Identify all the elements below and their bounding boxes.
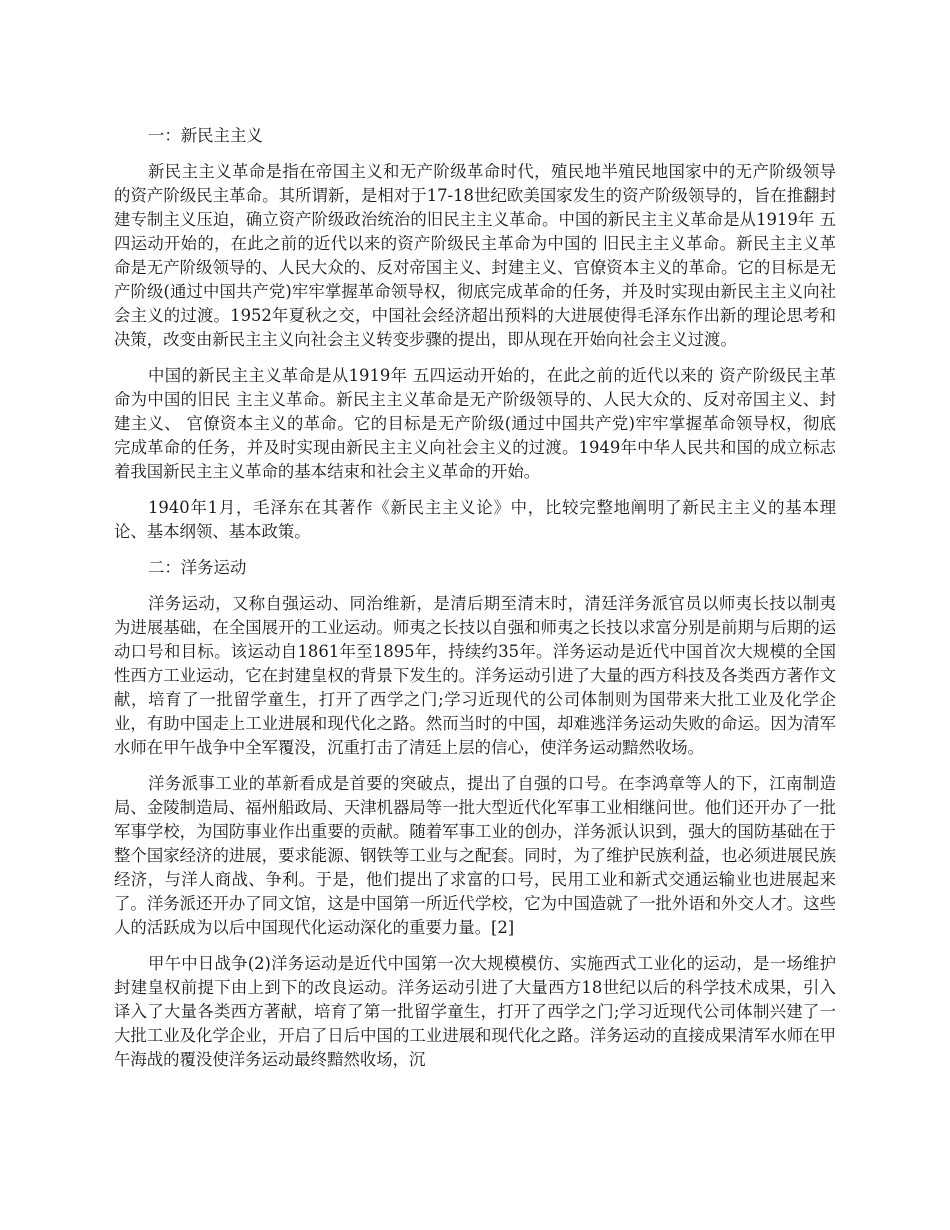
paragraph: 中国的新民主主义革命是从1919年 五四运动开始的，在此之前的近代以来的 资产阶级民主革命为中国的旧民 主主义革命。新民主主义革命是无产阶级领导的、人民大众的、反对帝国主义、封建主义、 官僚资本主义的革命。它的目标是无产阶级(通过中国共产党)牢牢掌握革命领导权，彻底完成革命的任务，并及时实现由新民主主义向社会主义的过渡。1949年中华人民共和国的成立标志着我国新民主主义革命的基本结束和社会主义革命的开始。 — [114, 366, 836, 481]
paragraph: 洋务派事工业的革新看成是首要的突破点，提出了自强的口号。在李鸿章等人的下，江南制造局、金陵制造局、福州船政局、天津机器局等一批大型近代化军事工业相继问世。他们还开办了一批军事学校，为国防事业作出重要的贡献。随着军事工业的创办，洋务派认识到，强大的国防基础在于整个国家经济的进展，要求能源、钢铁等工业与之配套。同时，为了维护民族利益，也必须进展民族经济，与洋人商战、争利。于是，他们提出了求富的口号，民用工业和新式交通运输业也进展起来了。洋务派还开办了同文馆，这是中国第一所近代学校，它为中国造就了一批外语和外交人才。这些人的活跃成为以后中国现代化运动深化的重要力量。[2] — [114, 774, 836, 937]
paragraph: 1940年1月，毛泽东在其著作《新民主主义论》中，比较完整地阐明了新民主主义的基本理论、基本纲领、基本政策。 — [114, 498, 836, 541]
paragraph: 甲午中日战争(2)洋务运动是近代中国第一次大规模模仿、实施西式工业化的运动，是一场维护封建皇权前提下由上到下的改良运动。洋务运动引进了大量西方18世纪以后的科学技术成果，引入译入了大量各类西方著献，培育了第一批留学童生，打开了西学之门;学习近现代公司体制兴建了一大批工业及化学企业，开启了日后中国的工业进展和现代化之路。洋务运动的直接成果清军水师在甲午海战的覆没使洋务运动最终黯然收场，沉 — [114, 954, 836, 1069]
paragraph: 洋务运动，又称自强运动、同治维新，是清后期至清末时，清廷洋务派官员以师夷长技以制夷为进展基础，在全国展开的工业运动。师夷之长技以自强和师夷之长技以求富分别是前期与后期的运动口号和目标。该运动自1861年至1895年，持续约35年。洋务运动是近代中国首次大规模的全国性西方工业运动，它在封建皇权的背景下发生的。洋务运动引进了大量的西方科技及各类西方著作文献，培育了一批留学童生，打开了西学之门;学习近现代的公司体制则为国带来大批工业及化学企业，有助中国走上工业进展和现代化之路。然而当时的中国，却难逃洋务运动失败的命运。因为清军水师在甲午战争中全军覆没，沉重打击了清廷上层的信心，使洋务运动黯然收场。 — [114, 594, 836, 757]
section-heading-westernization-movement: 二：洋务运动 — [148, 558, 247, 577]
document-body — [114, 124, 836, 1084]
section-heading-new-democracy: 一：新民主主义 — [148, 126, 263, 145]
paragraph: 新民主主义革命是指在帝国主义和无产阶级革命时代，殖民地半殖民地国家中的无产阶级领导的资产阶级民主革命。其所谓新，是相对于17-18世纪欧美国家发生的资产阶级领导的，旨在推翻封建专制主义压迫，确立资产阶级政治统治的旧民主主义革命。中国的新民主主义革命是从1919年 五四运动开始的，在此之前的近代以来的资产阶级民主革命为中国的 旧民主主义革命。新民主主义革命是无产阶级领导的、人民大众的、反对帝国主义、封建主义、官僚资本主义的革命。它的目标是无产阶级(通过中国共产党)牢牢掌握革命领导权，彻底完成革命的任务，并及时实现由新民主主义向社会主义的过渡。1952年夏秋之交，中国社会经济超出预料的大进展使得毛泽东作出新的理论思考和决策，改变由新民主主义向社会主义转变步骤的提出，即从现在开始向社会主义过渡。 — [114, 162, 836, 349]
